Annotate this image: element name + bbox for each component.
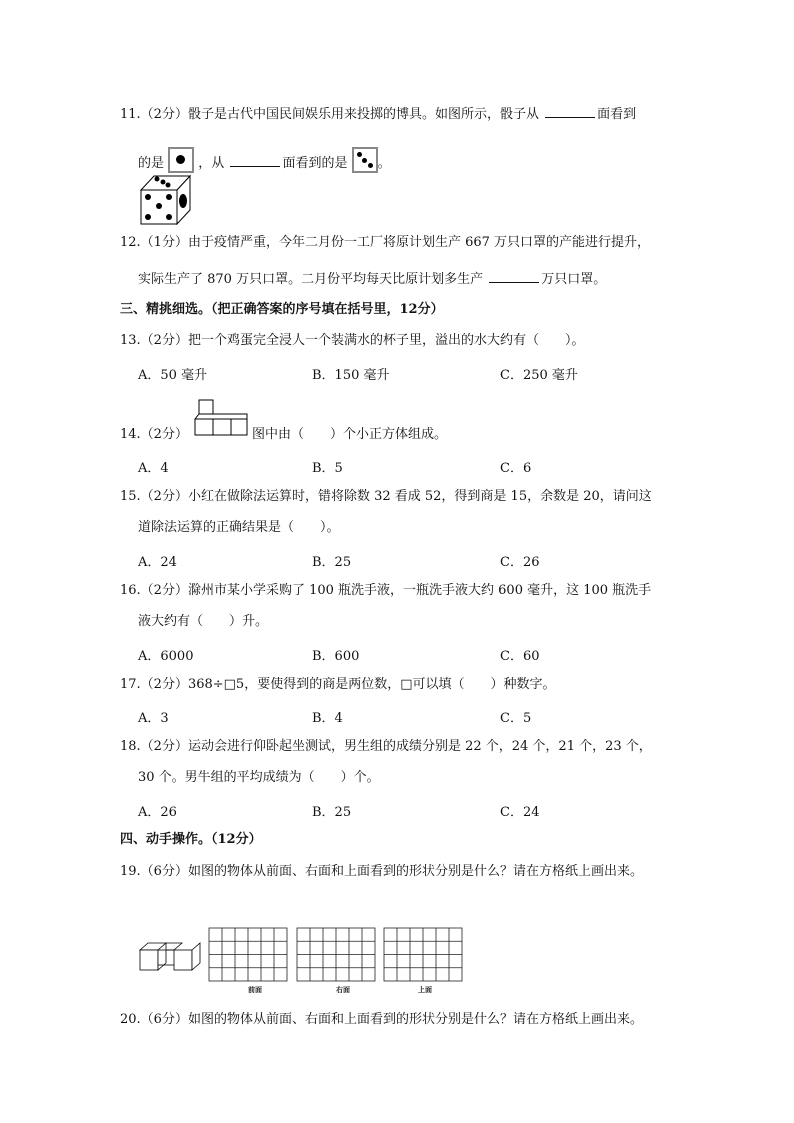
q20-text: 20.（6分）如图的物体从前面、右面和上面看到的形状分别是什么？请在方格纸上画出来。 (120, 1012, 643, 1027)
q18-option-c[interactable]: C．24 (500, 805, 540, 820)
q16-option-a[interactable]: A．6000 (138, 649, 194, 664)
q13-text: 13.（2分）把一个鸡蛋完全浸人一个装满水的杯子里，溢出的水大约有（ ）。 (120, 333, 585, 348)
q11-text: ，从 (198, 156, 225, 171)
q15-line2: 道除法运算的正确结果是（ ）。 (138, 520, 340, 535)
grid-label-right: 右面 (336, 985, 350, 994)
q16-line1: 16.（2分）滁州市某小学采购了 100 瓶洗手液，一瓶洗手液大约 600 毫升，这 100 瓶洗手 (120, 583, 652, 598)
q13-option-c[interactable]: C．250 毫升 (500, 368, 578, 383)
q19-text: 19.（6分）如图的物体从前面、右面和上面看到的形状分别是什么？请在方格纸上画出来。 (120, 864, 643, 879)
q14-option-c[interactable]: C．6 (500, 461, 532, 476)
q17-option-b[interactable]: B．4 (312, 711, 343, 726)
q14-line (120, 427, 447, 443)
q15-option-a[interactable]: A．24 (138, 555, 177, 570)
q15-option-c[interactable]: C．26 (500, 555, 540, 570)
q14-text-b: 图中由（ ）个小正方体组成。 (251, 427, 447, 442)
q12-line2 (138, 270, 606, 288)
q11-text-b: 面看到 (597, 107, 637, 122)
answer-blank[interactable] (230, 154, 280, 167)
section-heading-4: 四、动手操作。（12分） (120, 832, 262, 847)
q13-option-b[interactable]: B．150 毫升 (312, 368, 390, 383)
q12-line1: 12.（1分）由于疫情严重，今年二月份一工厂将原计划生产 667 万只口罩的产能进行提升， (120, 235, 651, 250)
dice-figure (140, 174, 192, 226)
q15-line1: 15.（2分）小红在做除法运算时，错将除数 32 看成 52，得到商是 15，余数是 20，请问这 (120, 489, 652, 504)
q11-text: 面看到的是 (282, 156, 348, 171)
grid-label-front: 前面 (248, 985, 262, 994)
section-heading-3: 三、精挑细选。（把正确答案的序号填在括号里，12分） (120, 302, 444, 317)
q18-option-a[interactable]: A．26 (138, 805, 177, 820)
q13-option-a[interactable]: A．50 毫升 (138, 368, 208, 383)
die-face-three-icon (352, 147, 378, 173)
cubes-figure (191, 398, 251, 438)
q12-text-b: 万只口罩。 (541, 272, 607, 287)
q17-option-a[interactable]: A．3 (138, 711, 169, 726)
q18-line2: 30 个。男牛组的平均成绩为（ ）个。 (138, 770, 380, 785)
q18-option-b[interactable]: B．25 (312, 805, 352, 820)
q18-line1: 18.（2分）运动会进行仰卧起坐测试，男生组的成绩分别是 22 个，24 个，21 个，23 个， (120, 739, 652, 754)
q14-option-b[interactable]: B．5 (312, 461, 343, 476)
answer-blank[interactable] (545, 105, 595, 118)
die-face-one-icon (168, 147, 194, 173)
q11-text: 11.（2分）骰子是古代中国民间娱乐用来投掷的博具。如图所示，骰子从 (120, 107, 539, 122)
q11-text: 的是 (138, 156, 165, 171)
q17-text: 17.（2分）368÷□5，要使得到的商是两位数，□可以填（ ）种数字。 (120, 677, 556, 692)
answer-blank[interactable] (489, 270, 539, 283)
q15-option-b[interactable]: B．25 (312, 555, 352, 570)
q16-option-c[interactable]: C．60 (500, 649, 540, 664)
q17-option-c[interactable]: C．5 (500, 711, 532, 726)
q11-line2 (138, 147, 391, 173)
q12-text: 实际生产了 870 万只口罩。二月份平均每天比原计划多生产 (138, 272, 484, 287)
q14-text: 14.（2分） (120, 427, 188, 442)
q16-line2: 液大约有（ ）升。 (138, 614, 269, 629)
grid-label-top: 上面 (418, 985, 432, 994)
q16-option-b[interactable]: B．600 (312, 649, 360, 664)
blocks-figure (138, 940, 206, 976)
q11-line1 (120, 105, 636, 123)
q11-text: 。 (377, 156, 391, 171)
q14-option-a[interactable]: A．4 (138, 461, 169, 476)
